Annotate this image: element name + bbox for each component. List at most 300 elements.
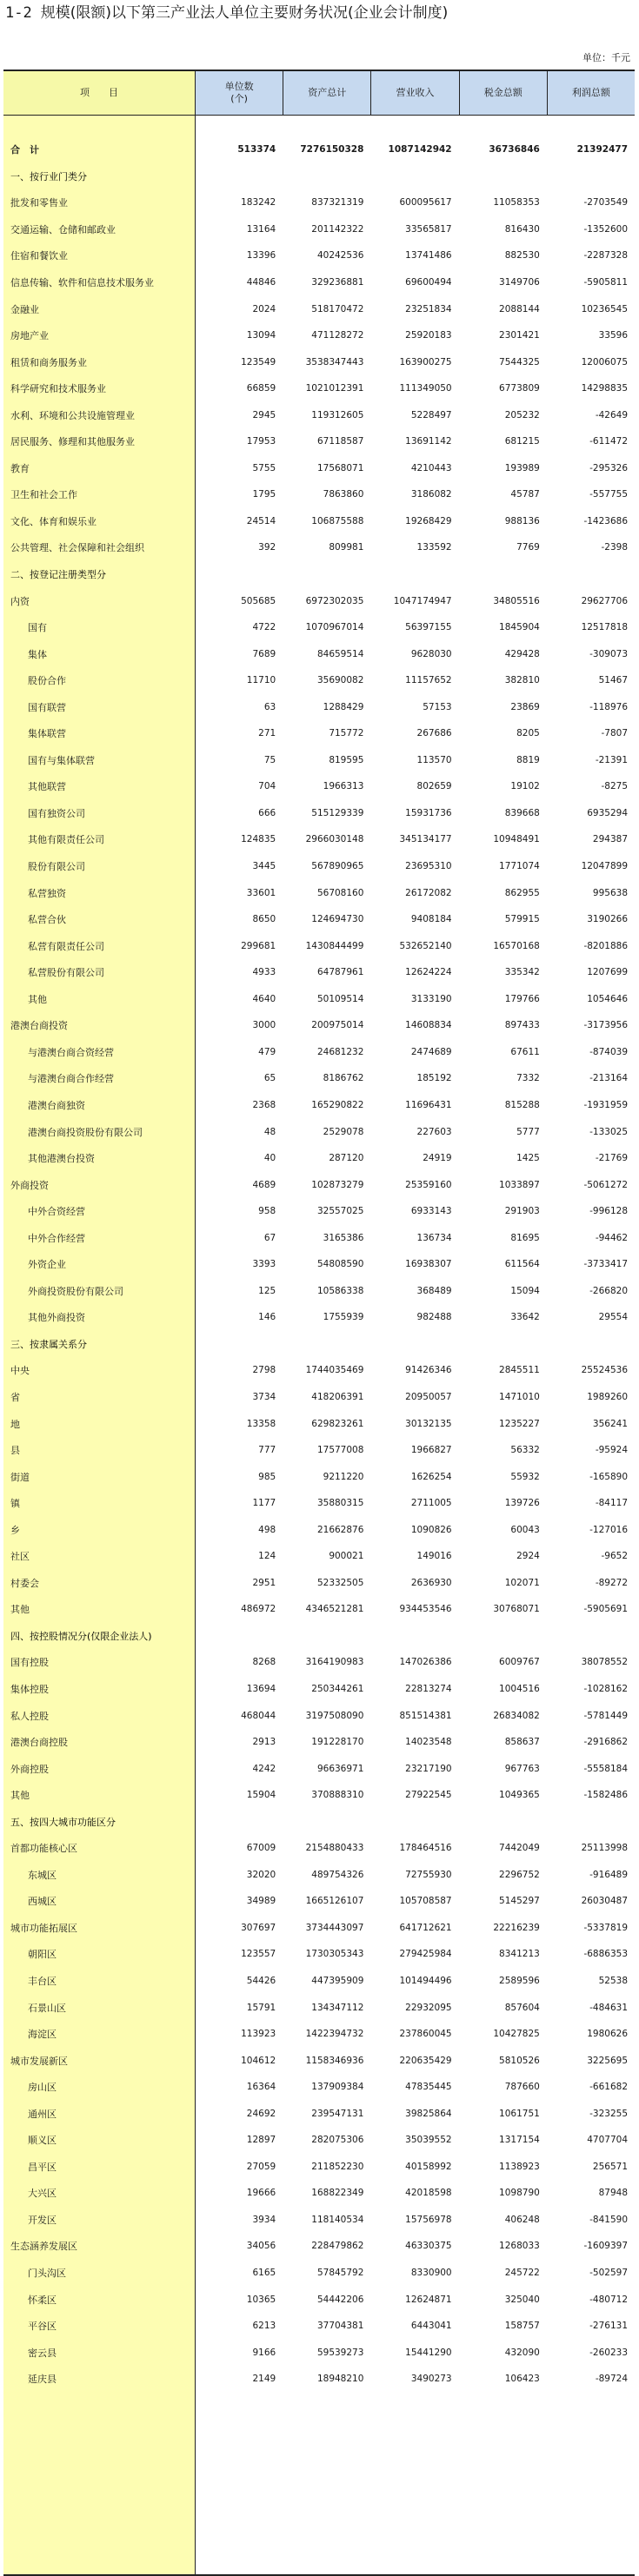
revenue-cell: 237860045: [399, 2029, 452, 2040]
tax-cell: 45787: [510, 489, 540, 500]
table-row: [3, 1145, 635, 1172]
unit-count-cell: 27059: [246, 2161, 276, 2172]
tax-cell: 7544325: [499, 356, 540, 368]
profit-cell: 12006075: [581, 356, 629, 368]
row-label: 外商控股: [10, 1763, 49, 1775]
unit-count-cell: 33601: [246, 887, 276, 898]
section-header-row: [3, 1623, 635, 1650]
profit-cell: -260233: [589, 2347, 629, 2358]
table-row: [3, 2233, 635, 2260]
row-label: 通州区: [28, 2108, 57, 2120]
total-assets-cell: 59539273: [316, 2347, 364, 2358]
tax-cell: 882530: [504, 250, 540, 262]
row-label: 与港澳台商合作经营: [28, 1073, 114, 1085]
row-label: 教育: [10, 462, 30, 474]
total-assets-cell: 57845792: [316, 2268, 364, 2279]
tax-cell: 988136: [504, 515, 540, 526]
total-assets-cell: 1288429: [323, 701, 364, 712]
total-assets-cell: 168822349: [311, 2188, 364, 2199]
tax-cell: 897433: [504, 1020, 540, 1031]
row-label: 国有控股: [10, 1657, 49, 1669]
profit-cell: 25113998: [581, 1843, 629, 1854]
tax-cell: 787660: [504, 2082, 540, 2093]
unit-count-cell: 13094: [246, 330, 276, 341]
revenue-cell: 934453546: [399, 1604, 452, 1615]
table-row: [3, 2154, 635, 2181]
table-row: [3, 1729, 635, 1756]
header-profit: 利润总额: [547, 71, 635, 115]
profit-cell: -1609397: [583, 2241, 629, 2252]
profit-cell: -5061272: [583, 1179, 629, 1190]
unit-count-cell: 10365: [246, 2294, 276, 2305]
revenue-cell: 16938307: [405, 1259, 452, 1270]
table-row: [3, 1676, 635, 1703]
tax-cell: 5777: [516, 1126, 540, 1137]
tax-cell: 16570168: [493, 940, 540, 951]
table-row: [3, 2260, 635, 2287]
row-label: 外商投资股份有限公司: [28, 1285, 123, 1297]
row-label: 省: [10, 1391, 20, 1403]
table-row: [3, 2207, 635, 2234]
tax-cell: 1033897: [499, 1179, 540, 1190]
unit-count-cell: 2913: [252, 1737, 276, 1748]
unit-count-cell: 34056: [246, 2241, 276, 2252]
row-label: 港澳台商投资: [10, 1020, 68, 1032]
table-row: [3, 640, 635, 667]
profit-cell: 294387: [592, 834, 629, 845]
tax-cell: 1049365: [499, 1790, 540, 1801]
profit-cell: -295326: [589, 462, 629, 473]
row-label: 东城区: [28, 1869, 57, 1881]
total-assets-cell: 134347112: [311, 2002, 364, 2013]
unit-count-cell: 13164: [246, 223, 276, 235]
row-label: 港澳台商独资: [28, 1099, 85, 1111]
revenue-cell: 9628030: [410, 648, 452, 659]
unit-count-cell: 498: [258, 1524, 276, 1535]
revenue-cell: 72755930: [405, 1869, 452, 1880]
unit-label: 单位：千元: [582, 52, 630, 63]
table-row: [3, 2047, 635, 2074]
row-label: 开发区: [28, 2214, 57, 2226]
revenue-cell: 220635429: [399, 2055, 452, 2066]
unit-count-cell: 125: [258, 1285, 276, 1296]
tax-cell: 1317154: [499, 2135, 540, 2146]
profit-cell: -94462: [595, 1232, 629, 1243]
row-label: 其他: [10, 1790, 30, 1802]
row-label: 其他: [10, 1604, 30, 1616]
unit-count-cell: 513374: [237, 144, 276, 156]
table-row: [3, 1224, 635, 1251]
revenue-cell: 15756978: [405, 2214, 452, 2225]
profit-cell: 1989260: [587, 1391, 629, 1402]
profit-cell: -2398: [601, 542, 629, 553]
row-label: 社区: [10, 1551, 30, 1563]
unit-count-cell: 2024: [252, 303, 276, 315]
tax-cell: 1098790: [499, 2188, 540, 2199]
revenue-cell: 133592: [416, 542, 452, 553]
revenue-cell: 46330375: [405, 2241, 452, 2252]
total-assets-cell: 1744035469: [305, 1365, 364, 1376]
profit-cell: 356241: [592, 1418, 629, 1429]
table-row: [3, 1596, 635, 1623]
total-assets-cell: 54808590: [316, 1259, 364, 1270]
profit-cell: 1207699: [587, 967, 629, 978]
row-label: 乡: [10, 1524, 20, 1536]
row-label: 怀柔区: [28, 2294, 57, 2306]
profit-cell: 25524536: [581, 1365, 629, 1376]
profit-cell: -480712: [589, 2294, 629, 2305]
tax-cell: 291903: [504, 1206, 540, 1217]
row-label: 石景山区: [28, 2002, 66, 2014]
row-label: 港澳台商投资股份有限公司: [28, 1126, 143, 1138]
revenue-cell: 23695310: [405, 861, 452, 872]
unit-count-cell: 66859: [246, 383, 276, 394]
table-row: [3, 2127, 635, 2154]
tax-cell: 2301421: [499, 330, 540, 341]
tax-cell: 1471010: [499, 1391, 540, 1402]
unit-count-cell: 6165: [252, 2268, 276, 2279]
unit-count-cell: 4242: [252, 1763, 276, 1774]
row-label: 西城区: [28, 1896, 57, 1908]
total-assets-cell: 3165386: [323, 1232, 364, 1243]
table-row: [3, 375, 635, 402]
total-assets-cell: 4346521281: [305, 1604, 364, 1615]
profit-cell: -502597: [589, 2268, 629, 2279]
unit-count-cell: 3000: [252, 1020, 276, 1031]
profit-cell: 3190266: [587, 914, 629, 925]
row-label: 港澳台商控股: [10, 1737, 68, 1749]
unit-count-cell: 505685: [241, 595, 276, 606]
tax-cell: 60043: [510, 1524, 540, 1535]
table-row: [3, 2180, 635, 2207]
table-row: [3, 1092, 635, 1119]
unit-count-cell: 1177: [252, 1498, 276, 1509]
row-label: 延庆县: [28, 2374, 57, 2386]
unit-count-cell: 65: [263, 1073, 276, 1084]
revenue-cell: 1626254: [410, 1471, 452, 1482]
unit-count-cell: 777: [258, 1445, 276, 1456]
row-label: 私营有限责任公司: [28, 940, 104, 952]
table-body: [3, 116, 635, 2576]
revenue-cell: 4210443: [410, 462, 452, 473]
table-row: [3, 853, 635, 880]
table-row: [3, 906, 635, 933]
total-assets-cell: 2154880433: [305, 1843, 364, 1854]
revenue-cell: 136734: [416, 1232, 452, 1243]
row-label: 批发和零售业: [10, 197, 68, 209]
total-assets-cell: 54442206: [316, 2294, 364, 2305]
unit-count-cell: 113923: [241, 2029, 276, 2040]
revenue-cell: 19268429: [405, 515, 452, 526]
row-label: 外商投资: [10, 1179, 49, 1191]
total-assets-cell: 35690082: [316, 675, 364, 686]
total-assets-cell: 1430844499: [305, 940, 364, 951]
total-assets-cell: 18948210: [316, 2374, 364, 2385]
revenue-cell: 25920183: [405, 330, 452, 341]
profit-cell: -8201886: [583, 940, 629, 951]
unit-count-cell: 48: [263, 1126, 276, 1137]
profit-cell: -5337819: [583, 1922, 629, 1933]
unit-count-cell: 3734: [252, 1391, 276, 1402]
table-row: [3, 959, 635, 986]
tax-cell: 34805516: [493, 595, 540, 606]
revenue-cell: 15441290: [405, 2347, 452, 2358]
profit-cell: -557755: [589, 489, 629, 500]
table-row: [3, 2074, 635, 2101]
row-label: 其他港澳台投资: [28, 1153, 95, 1165]
row-label: 密云县: [28, 2347, 57, 2359]
unit-count-cell: 24514: [246, 515, 276, 526]
row-label: 股份有限公司: [28, 861, 85, 873]
revenue-cell: 2474689: [410, 1046, 452, 1057]
profit-cell: -5905811: [583, 277, 629, 288]
total-assets-cell: 96636971: [316, 1763, 364, 1774]
table-row: [3, 508, 635, 535]
tax-cell: 19102: [510, 781, 540, 792]
row-label: 房地产业: [10, 330, 49, 342]
total-assets-cell: 200975014: [311, 1020, 364, 1031]
profit-cell: -1931959: [583, 1099, 629, 1110]
row-label: 三、按隶属关系分: [10, 1338, 87, 1350]
row-label: 交通运输、仓储和邮政业: [10, 223, 116, 235]
row-label: 合 计: [10, 144, 39, 156]
unit-count-cell: 4933: [252, 967, 276, 978]
total-assets-cell: 489754326: [311, 1869, 364, 1880]
revenue-cell: 42018598: [405, 2188, 452, 2199]
revenue-cell: 851514381: [399, 1710, 452, 1721]
total-assets-cell: 17577008: [316, 1445, 364, 1456]
tax-cell: 1004516: [499, 1683, 540, 1694]
tax-cell: 22216239: [493, 1922, 540, 1933]
profit-cell: -2287328: [583, 250, 629, 262]
row-label: 外资企业: [28, 1259, 66, 1271]
row-label: 与港澳台商合资经营: [28, 1046, 114, 1058]
revenue-cell: 15931736: [405, 807, 452, 818]
table-header: [3, 70, 635, 116]
unit-count-cell: 392: [258, 542, 276, 553]
table-row: [3, 2021, 635, 2048]
table-row: [3, 1304, 635, 1331]
revenue-cell: 26172082: [405, 887, 452, 898]
profit-cell: 1054646: [587, 993, 629, 1004]
profit-cell: -323255: [589, 2108, 629, 2119]
table-title: 规模(限额)以下第三产业法人单位主要财务状况(企业会计制度): [40, 4, 449, 22]
table-number: 1-2: [5, 4, 32, 22]
table-row: [3, 1198, 635, 1225]
profit-cell: 38078552: [581, 1657, 629, 1668]
profit-cell: -996128: [589, 1206, 629, 1217]
revenue-cell: 1090826: [410, 1524, 452, 1535]
profit-cell: -89724: [595, 2374, 629, 2385]
row-label: 中央: [10, 1365, 30, 1377]
row-label: 住宿和餐饮业: [10, 250, 68, 262]
revenue-cell: 227603: [416, 1126, 452, 1137]
unit-count-cell: 13694: [246, 1683, 276, 1694]
tax-cell: 432090: [504, 2347, 540, 2358]
unit-count-cell: 104612: [241, 2055, 276, 2066]
total-assets-cell: 52332505: [316, 1577, 364, 1588]
revenue-cell: 22813274: [405, 1683, 452, 1694]
section-header-row: [3, 1331, 635, 1358]
table-row: [3, 428, 635, 455]
revenue-cell: 802659: [416, 781, 452, 792]
unit-count-cell: 704: [258, 781, 276, 792]
total-assets-cell: 64787961: [316, 967, 364, 978]
tax-cell: 3149706: [499, 277, 540, 288]
total-assets-cell: 50109514: [316, 993, 364, 1004]
total-assets-cell: 3164190983: [305, 1657, 364, 1668]
revenue-cell: 11696431: [405, 1099, 452, 1110]
profit-cell: -1352600: [583, 223, 629, 235]
table-row: [3, 1915, 635, 1942]
profit-cell: -8275: [601, 781, 629, 792]
unit-count-cell: 11710: [246, 675, 276, 686]
profit-cell: 33596: [598, 330, 629, 341]
total-assets-cell: 447395909: [311, 1976, 364, 1986]
tax-cell: 857604: [504, 2002, 540, 2013]
table-row: [3, 2366, 635, 2393]
table-row: [3, 322, 635, 349]
profit-cell: -874039: [589, 1046, 629, 1057]
table-row: [3, 826, 635, 853]
profit-cell: 12047899: [581, 861, 629, 872]
revenue-cell: 69600494: [405, 277, 452, 288]
table-row: [3, 1039, 635, 1066]
tax-cell: 8341213: [499, 1949, 540, 1960]
row-label: 租赁和商务服务业: [10, 356, 87, 368]
revenue-cell: 8330900: [410, 2268, 452, 2279]
unit-count-cell: 124: [258, 1551, 276, 1562]
row-label: 科学研究和技术服务业: [10, 383, 106, 395]
revenue-cell: 9408184: [410, 914, 452, 925]
row-label: 生态涵养发展区: [10, 2241, 77, 2253]
unit-count-cell: 54426: [246, 1976, 276, 1986]
total-assets-cell: 228479862: [311, 2241, 364, 2252]
total-assets-cell: 370888310: [311, 1790, 364, 1801]
revenue-cell: 14023548: [405, 1737, 452, 1748]
tax-cell: 6009767: [499, 1657, 540, 1668]
section-header-row: [3, 163, 635, 190]
total-assets-cell: 9211220: [323, 1471, 364, 1482]
table-row: [3, 773, 635, 800]
tax-cell: 7332: [516, 1073, 540, 1084]
tax-cell: 2924: [516, 1551, 540, 1562]
total-assets-cell: 56708160: [316, 887, 364, 898]
total-assets-cell: 7863860: [323, 489, 364, 500]
unit-count-cell: 6213: [252, 2321, 276, 2332]
revenue-cell: 113570: [416, 754, 452, 765]
unit-count-cell: 63: [263, 701, 276, 712]
table-row: [3, 1012, 635, 1039]
unit-count-cell: 67009: [246, 1843, 276, 1854]
profit-cell: 29627706: [581, 595, 629, 606]
row-label: 其他有限责任公司: [28, 834, 104, 846]
tax-cell: 325040: [504, 2294, 540, 2305]
row-label: 丰台区: [28, 1976, 57, 1987]
unit-count-cell: 13396: [246, 250, 276, 262]
revenue-cell: 147026386: [399, 1657, 452, 1668]
revenue-cell: 111349050: [399, 383, 452, 394]
revenue-cell: 185192: [416, 1073, 452, 1084]
row-label: 昌平区: [28, 2161, 57, 2173]
revenue-cell: 13691142: [405, 436, 452, 447]
table-row: [3, 1543, 635, 1570]
profit-cell: -1423686: [583, 515, 629, 526]
total-assets-cell: 1730305343: [305, 1949, 364, 1960]
revenue-cell: 600095617: [399, 197, 452, 209]
tax-cell: 10948491: [493, 834, 540, 845]
row-label: 私营合伙: [28, 914, 66, 926]
tax-cell: 382810: [504, 675, 540, 686]
profit-cell: -916489: [589, 1869, 629, 1880]
table-row: [3, 295, 635, 322]
tax-cell: 102071: [504, 1577, 540, 1588]
total-assets-cell: 37704381: [316, 2321, 364, 2332]
revenue-cell: 22932095: [405, 2002, 452, 2013]
tax-cell: 158757: [504, 2321, 540, 2332]
total-assets-cell: 191228170: [311, 1737, 364, 1748]
revenue-cell: 6443041: [410, 2321, 452, 2332]
row-label: 房山区: [28, 2082, 57, 2094]
total-assets-cell: 1158346936: [305, 2055, 364, 2066]
profit-cell: -2916862: [583, 1737, 629, 1748]
unit-count-cell: 2368: [252, 1099, 276, 1110]
unit-count-cell: 183242: [241, 197, 276, 209]
revenue-cell: 20950057: [405, 1391, 452, 1402]
total-assets-cell: 211852230: [311, 2161, 364, 2172]
table-row: [3, 1835, 635, 1862]
profit-cell: -266820: [589, 1285, 629, 1296]
revenue-cell: 5228497: [410, 409, 452, 421]
tax-cell: 15094: [510, 1285, 540, 1296]
profit-cell: -5905691: [583, 1604, 629, 1615]
unit-count-cell: 13358: [246, 1418, 276, 1429]
total-assets-cell: 201142322: [311, 223, 364, 235]
revenue-cell: 279425984: [399, 1949, 452, 1960]
profit-cell: -118976: [589, 701, 629, 712]
revenue-cell: 1087142942: [388, 144, 452, 156]
tax-cell: 33642: [510, 1312, 540, 1323]
revenue-cell: 23217190: [405, 1763, 452, 1774]
row-label: 私人控股: [10, 1710, 49, 1722]
unit-count-cell: 307697: [241, 1922, 276, 1933]
unit-count-cell: 17953: [246, 436, 276, 447]
revenue-cell: 3133190: [410, 993, 452, 1004]
profit-cell: -9652: [601, 1551, 629, 1562]
table-row: [3, 747, 635, 774]
tax-cell: 8205: [516, 728, 540, 739]
row-label: 集体联营: [28, 728, 66, 740]
revenue-cell: 3186082: [410, 489, 452, 500]
profit-cell: -1028162: [583, 1683, 629, 1694]
tax-cell: 816430: [504, 223, 540, 235]
unit-count-cell: 67: [263, 1232, 276, 1243]
total-assets-cell: 10586338: [316, 1285, 364, 1296]
tax-cell: 56332: [510, 1445, 540, 1456]
unit-count-cell: 34989: [246, 1896, 276, 1907]
tax-cell: 30768071: [493, 1604, 540, 1615]
table-rows: [3, 116, 635, 2392]
total-assets-cell: 106875588: [311, 515, 364, 526]
profit-cell: 26030487: [581, 1896, 629, 1907]
tax-cell: 36736846: [489, 144, 540, 156]
header-item: 项 目: [3, 71, 195, 115]
total-assets-cell: 137909384: [311, 2082, 364, 2093]
table-row: [3, 1490, 635, 1517]
tax-cell: 406248: [504, 2214, 540, 2225]
tax-cell: 2296752: [499, 1869, 540, 1880]
tax-cell: 193989: [504, 462, 540, 473]
